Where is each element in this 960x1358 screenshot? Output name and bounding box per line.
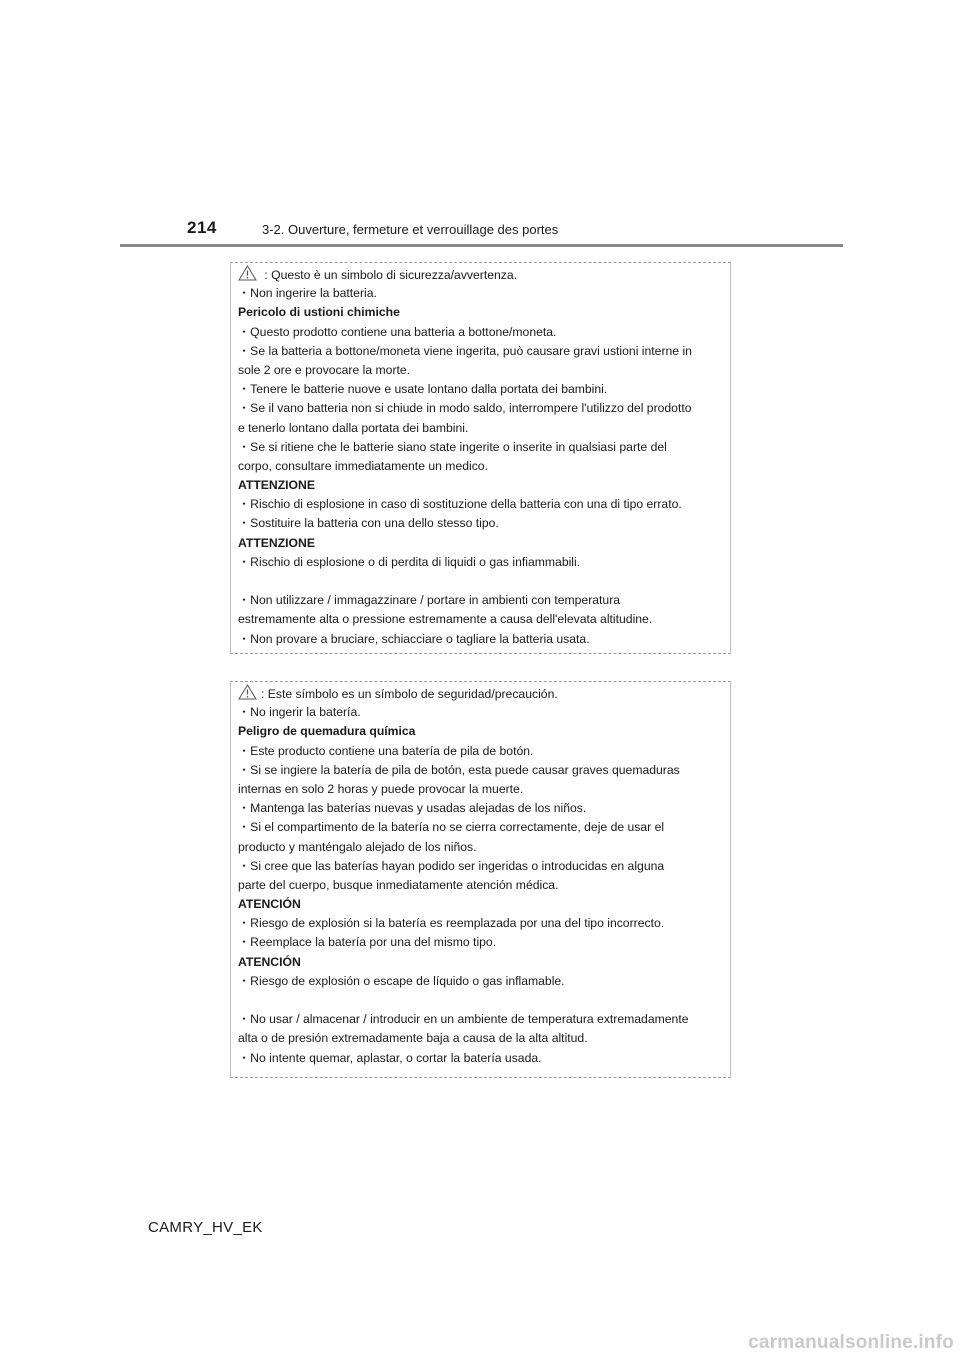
warning-line	[238, 914, 724, 933]
warning-line-text: internas en solo 2 horas y puede provocar la muerte.	[238, 781, 524, 796]
warning-line	[238, 703, 724, 722]
warning-line-text: ・No usar / almacenar / introducir en un ambiente de temperatura extremadamente	[238, 1012, 689, 1027]
italian-warning-box	[230, 262, 731, 654]
warning-line-text: ・Tenere le batterie nuove e usate lontano dalla portata dei bambini.	[238, 382, 608, 397]
warning-line	[238, 933, 724, 952]
warning-line-text: : Questo è un simbolo di sicurezza/avvertenza.	[261, 268, 518, 282]
warning-line	[238, 323, 724, 342]
warning-line-text: ・Non ingerire la batteria.	[238, 286, 377, 301]
warning-line-text: ・Se il vano batteria non si chiude in modo saldo, interrompere l'utilizzo del prodotto	[238, 401, 692, 416]
warning-line	[238, 972, 724, 991]
page-number: 214	[187, 218, 217, 237]
warning-heading	[238, 534, 724, 553]
warning-line	[238, 342, 724, 361]
warning-line-text: sole 2 ore e provocare la morte.	[238, 362, 411, 377]
warning-line-text: ・Si cree que las baterías hayan podido ser ingeridas o introducidas en alguna	[238, 858, 665, 873]
warning-line-text: ・Riesgo de explosión si la batería es reemplazada por una del tipo incorrecto.	[238, 916, 665, 931]
warning-line	[238, 818, 724, 837]
warning-line-text: ・Rischio di esplosione in caso di sostituzione della batteria con una di tipo errato.	[238, 497, 682, 512]
warning-line-text: ・Mantenga las baterías nuevas y usadas alejadas de los niños.	[238, 801, 587, 816]
warning-line-text: parte del cuerpo, busque inmediatamente atención médica.	[238, 877, 559, 892]
warning-line	[238, 284, 724, 303]
warning-line-text: ・Rischio di esplosione o di perdita di liquidi o gas infiammabili.	[238, 554, 581, 569]
warning-line	[238, 265, 724, 284]
italian-warning-text	[238, 265, 724, 649]
spanish-warning-box	[230, 681, 731, 1078]
warning-line	[238, 876, 724, 895]
spanish-warning-text	[238, 684, 724, 1068]
warning-line-text: ATENCIÓN	[238, 897, 301, 912]
warning-line-text: ・Se la batteria a bottone/moneta viene ingerita, può causare gravi ustioni interne in	[238, 343, 692, 358]
warning-line-text: ・No intente quemar, aplastar, o cortar la batería usada.	[238, 1050, 542, 1065]
model-code: CAMRY_HV_EK	[148, 1219, 263, 1236]
warning-line-text: ・Sostituire la batteria con una dello stesso tipo.	[238, 516, 499, 531]
warning-line-text: ・Se si ritiene che le batterie siano state ingerite o inserite in qualsiasi parte del	[238, 439, 667, 454]
warning-line	[238, 780, 724, 799]
warning-line-text: ・Este producto contiene una batería de pila de botón.	[238, 743, 534, 758]
warning-line-text: ・Non utilizzare / immagazzinare / portare in ambienti con temperatura	[238, 593, 621, 608]
warning-line	[238, 591, 724, 610]
warning-line	[238, 684, 724, 703]
warning-heading	[238, 476, 724, 495]
warning-line-text: ATENCIÓN	[238, 954, 301, 969]
watermark: carmanualsonline.info	[748, 1332, 954, 1353]
warning-line-text: ATTENZIONE	[238, 535, 315, 550]
warning-line-text: ・Si el compartimento de la batería no se cierra correctamente, deje de usar el	[238, 820, 665, 835]
warning-line-text: Pericolo di ustioni chimiche	[238, 305, 400, 320]
warning-line-text: ・Riesgo de explosión o escape de líquido o gas inflamable.	[238, 973, 565, 988]
warning-line	[238, 857, 724, 876]
warning-line	[238, 495, 724, 514]
warning-line-text: : Este símbolo es un símbolo de seguridad/precaución.	[261, 687, 558, 701]
warning-line-text: producto y manténgalo alejado de los niños.	[238, 839, 477, 854]
warning-line	[238, 572, 724, 591]
warning-line	[238, 514, 724, 533]
warning-heading	[238, 895, 724, 914]
warning-line-text: Peligro de quemadura química	[238, 724, 416, 739]
warning-heading	[238, 722, 724, 741]
warning-line-text: ・Questo prodotto contiene una batteria a bottone/moneta.	[238, 324, 557, 339]
warning-line	[238, 1029, 724, 1048]
warning-line-text: ・Si se ingiere la batería de pila de botón, esta puede causar graves quemaduras	[238, 762, 680, 777]
warning-line	[238, 457, 724, 476]
warning-heading	[238, 953, 724, 972]
warning-line	[238, 380, 724, 399]
warning-line-text: ATTENZIONE	[238, 478, 315, 493]
warning-line	[238, 838, 724, 857]
warning-line	[238, 438, 724, 457]
warning-line	[238, 799, 724, 818]
warning-line	[238, 610, 724, 629]
warning-line	[238, 991, 724, 1010]
header-rule	[120, 244, 843, 247]
warning-line-text: corpo, consultare immediatamente un medico.	[238, 458, 488, 473]
warning-line	[238, 553, 724, 572]
warning-line-text: alta o de presión extremadamente baja a causa de la alta altitud.	[238, 1031, 588, 1046]
warning-line	[238, 630, 724, 649]
warning-heading	[238, 303, 724, 322]
section-title: 3-2. Ouverture, fermeture et verrouillage des portes	[262, 222, 559, 237]
warning-line	[238, 361, 724, 380]
warning-line	[238, 1010, 724, 1029]
warning-line-text: estremamente alta o pressione estremamente a causa dell'elevata altitudine.	[238, 612, 653, 627]
warning-line	[238, 742, 724, 761]
warning-line	[238, 399, 724, 418]
warning-line	[238, 419, 724, 438]
warning-line-text: e tenerlo lontano dalla portata dei bambini.	[238, 420, 469, 435]
warning-line-text: ・Non provare a bruciare, schiacciare o tagliare la batteria usata.	[238, 631, 590, 646]
warning-line-text: ・No ingerir la batería.	[238, 705, 361, 720]
warning-line-text: ・Reemplace la batería por una del mismo tipo.	[238, 935, 497, 950]
warning-line	[238, 1049, 724, 1068]
warning-line	[238, 761, 724, 780]
